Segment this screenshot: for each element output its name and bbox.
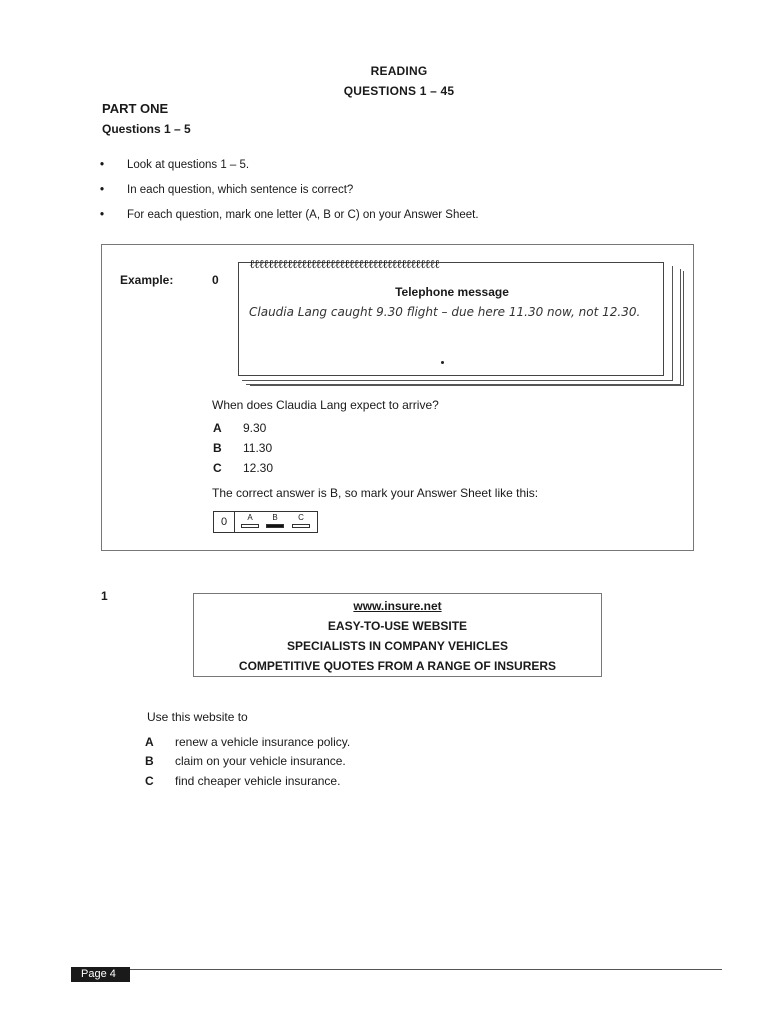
instruction-text: For each question, mark one letter (A, B or C) on your Answer Sheet. — [127, 209, 479, 221]
question-number: 1 — [101, 589, 108, 603]
telephone-message-pad — [238, 258, 682, 386]
footer-rule — [130, 969, 722, 970]
answer-option-b — [266, 513, 284, 528]
notice-box — [193, 593, 602, 677]
part-title: PART ONE — [102, 101, 169, 116]
question-option — [145, 754, 346, 768]
notice-line: EASY-TO-USE WEBSITE — [327, 619, 468, 633]
instruction-item — [100, 184, 353, 196]
answer-letter: A — [247, 513, 253, 522]
instruction-text: Look at questions 1 – 5. — [127, 159, 250, 171]
answer-letter: B — [272, 513, 278, 522]
answer-note: The correct answer is B, so mark your Answer Sheet like this: — [212, 486, 539, 500]
answer-lozenge — [292, 524, 310, 528]
option-letter: B — [213, 441, 222, 455]
example-question: When does Claudia Lang expect to arrive? — [212, 398, 439, 412]
notice-line: COMPETITIVE QUOTES FROM A RANGE OF INSURERS — [238, 659, 557, 673]
spiral-binding: ℓℓℓℓℓℓℓℓℓℓℓℓℓℓℓℓℓℓℓℓℓℓℓℓℓℓℓℓℓℓℓℓℓℓℓℓℓℓℓℓ — [249, 257, 439, 271]
option-letter: A — [145, 735, 154, 749]
option-text: find cheaper vehicle insurance. — [175, 774, 341, 788]
instruction-text: In each question, which sentence is correct? — [127, 184, 354, 196]
example-option — [213, 441, 272, 455]
message-body: Claudia Lang caught 9.30 flight – due here 11.30 now, not 12.30. — [249, 305, 641, 319]
part-subtitle: Questions 1 – 5 — [102, 122, 191, 136]
bullet-icon: • — [100, 159, 105, 171]
option-text: 12.30 — [243, 461, 274, 475]
message-dot — [441, 361, 444, 364]
notice-line: SPECIALISTS IN COMPANY VEHICLES — [287, 639, 508, 653]
answer-option-a — [241, 513, 259, 528]
example-label: Example: — [120, 273, 174, 287]
answer-sheet-sample — [213, 511, 318, 533]
option-letter: C — [145, 774, 154, 788]
section-title: READING — [370, 64, 428, 78]
page-number: Page 4 — [71, 967, 130, 982]
answer-lozenge-marked — [266, 524, 284, 528]
option-text: renew a vehicle insurance policy. — [175, 735, 351, 749]
example-number: 0 — [212, 273, 219, 287]
question-option — [145, 774, 340, 788]
question-stem: Use this website to — [147, 710, 248, 724]
question-option — [145, 735, 350, 749]
answer-letter: C — [298, 513, 304, 522]
option-letter: A — [213, 421, 222, 435]
example-option — [213, 461, 273, 475]
answer-option-c — [292, 513, 310, 528]
bullet-icon: • — [100, 209, 105, 221]
option-letter: C — [213, 461, 222, 475]
option-text: 11.30 — [243, 441, 273, 455]
option-letter: B — [145, 754, 154, 768]
answer-lozenge — [241, 524, 259, 528]
instruction-item — [100, 159, 249, 171]
example-option — [213, 421, 266, 435]
message-sheet — [238, 257, 664, 376]
answer-sheet-number: 0 — [214, 512, 235, 532]
message-title: Telephone message — [395, 285, 509, 299]
questions-range: QUESTIONS 1 – 45 — [343, 84, 455, 98]
option-text: 9.30 — [243, 421, 267, 435]
notice-url: www.insure.net — [353, 599, 442, 613]
bullet-icon: • — [100, 184, 105, 196]
option-text: claim on your vehicle insurance. — [175, 754, 346, 768]
instruction-item — [100, 209, 479, 221]
